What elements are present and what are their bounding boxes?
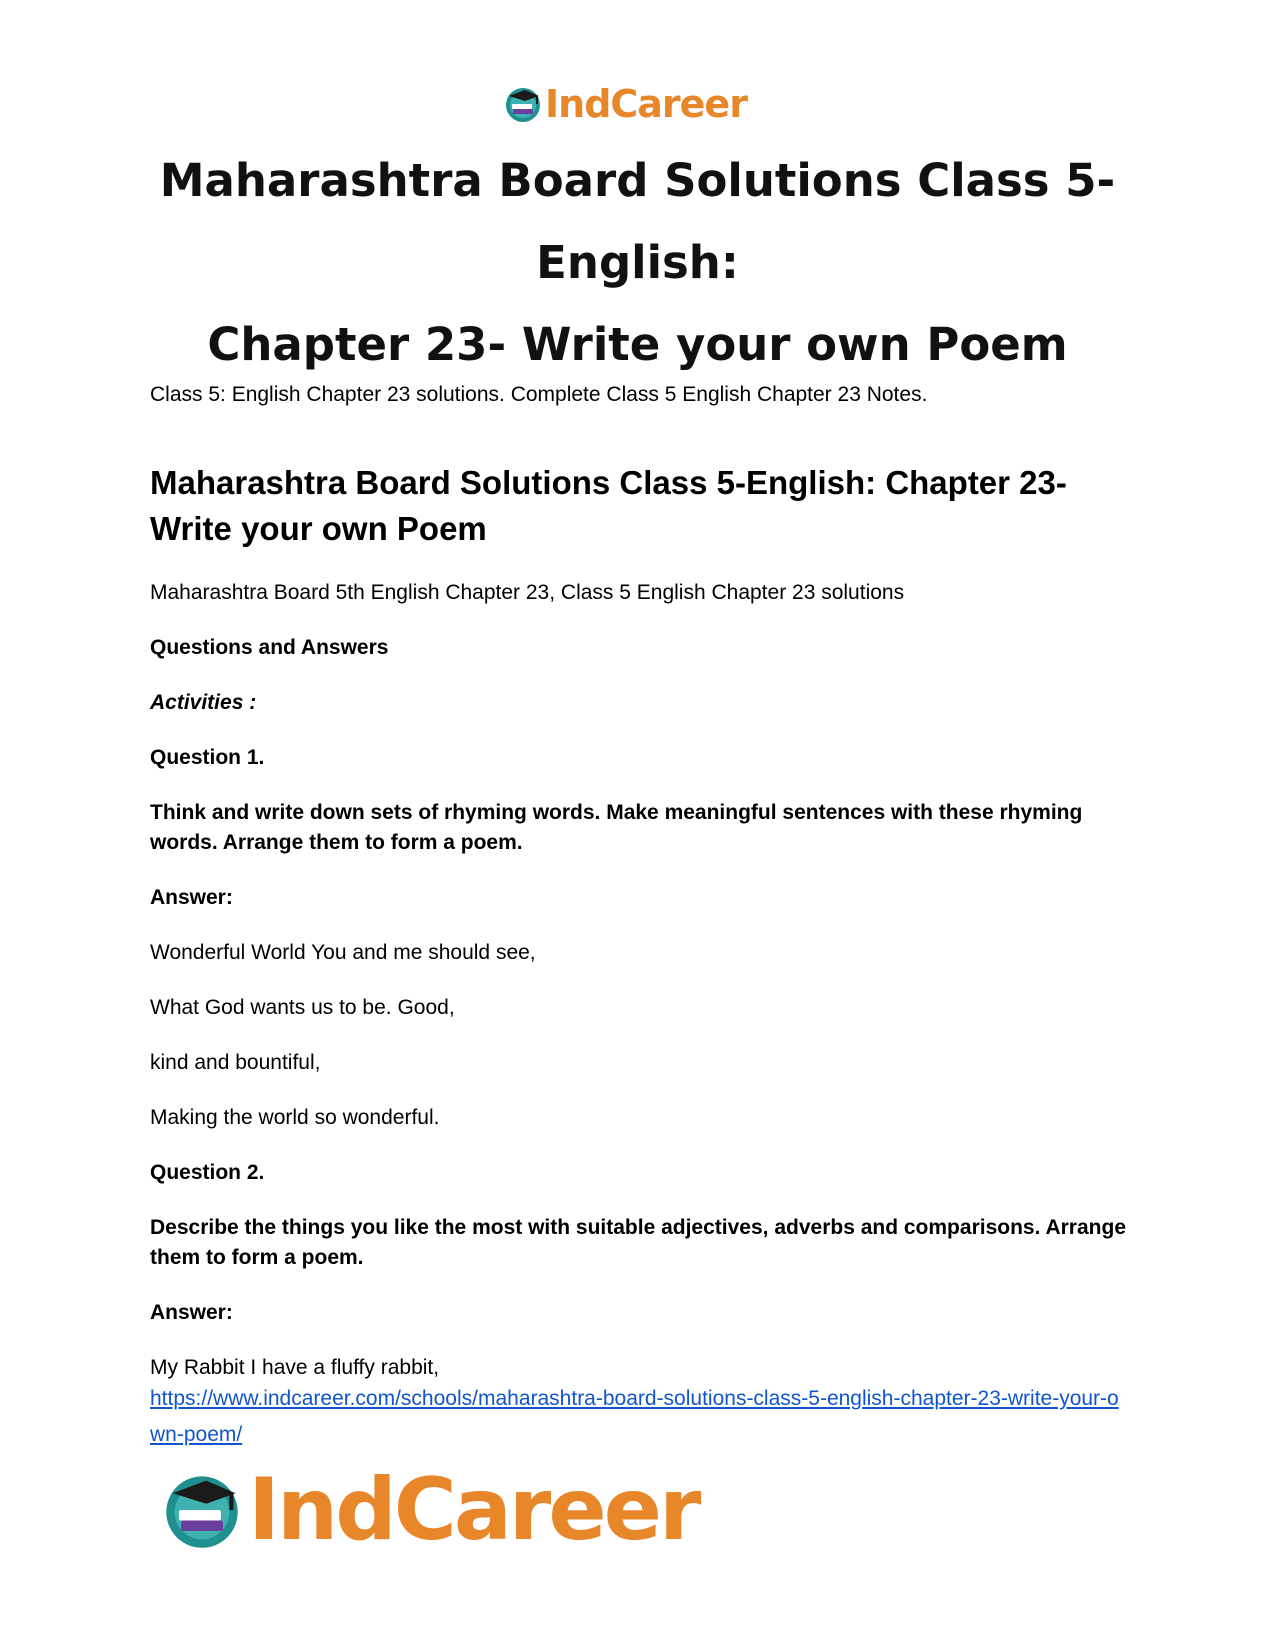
- answer-1-line: kind and bountiful,: [150, 1051, 321, 1074]
- answer-1-line: What God wants us to be. Good,: [150, 996, 455, 1019]
- section-heading: Maharashtra Board Solutions Class 5-English: Chapter 23- Write your own Poem: [150, 464, 1067, 547]
- qa-heading: Questions and Answers: [150, 636, 389, 659]
- footer-logo: [160, 1460, 699, 1560]
- document-body: [150, 380, 1130, 1453]
- activities-label: Activities :: [150, 691, 257, 714]
- answer-1-label: Answer:: [150, 886, 233, 909]
- subtitle-text: Maharashtra Board 5th English Chapter 23, Class 5 English Chapter 23 solutions: [150, 581, 905, 604]
- logo-wordmark: IndCareer: [545, 82, 747, 126]
- question-2-text: Describe the things you like the most with suitable adjectives, adverbs and comparisons. Arrange them to form a poem.: [150, 1216, 1126, 1269]
- source-link[interactable]: https://www.indcareer.com/schools/maharashtra-board-solutions-class-5-english-chapter-23-write-your-own-poem/: [150, 1387, 1119, 1446]
- question-1-label: Question 1.: [150, 746, 265, 769]
- answer-1-line: Making the world so wonderful.: [150, 1106, 440, 1129]
- graduation-globe-icon: [160, 1468, 244, 1552]
- page-title-line-2: Chapter 23- Write your own Poem: [207, 318, 1068, 371]
- answer-2-line: My Rabbit I have a fluffy rabbit,: [150, 1356, 440, 1379]
- page-title-line-1: Maharashtra Board Solutions Class 5-English:: [159, 154, 1116, 289]
- answer-1-line: Wonderful World You and me should see,: [150, 941, 536, 964]
- page-title: [100, 140, 1175, 386]
- graduation-globe-icon: [503, 84, 543, 124]
- header-logo: [503, 80, 747, 128]
- question-1-text: Think and write down sets of rhyming words. Make meaningful sentences with these rhyming words. Arrange them to form a poem.: [150, 801, 1083, 854]
- question-2-label: Question 2.: [150, 1161, 265, 1184]
- answer-2-label: Answer:: [150, 1301, 233, 1324]
- logo-wordmark: IndCareer: [248, 1460, 699, 1560]
- intro-text: Class 5: English Chapter 23 solutions. Complete Class 5 English Chapter 23 Notes.: [150, 383, 928, 406]
